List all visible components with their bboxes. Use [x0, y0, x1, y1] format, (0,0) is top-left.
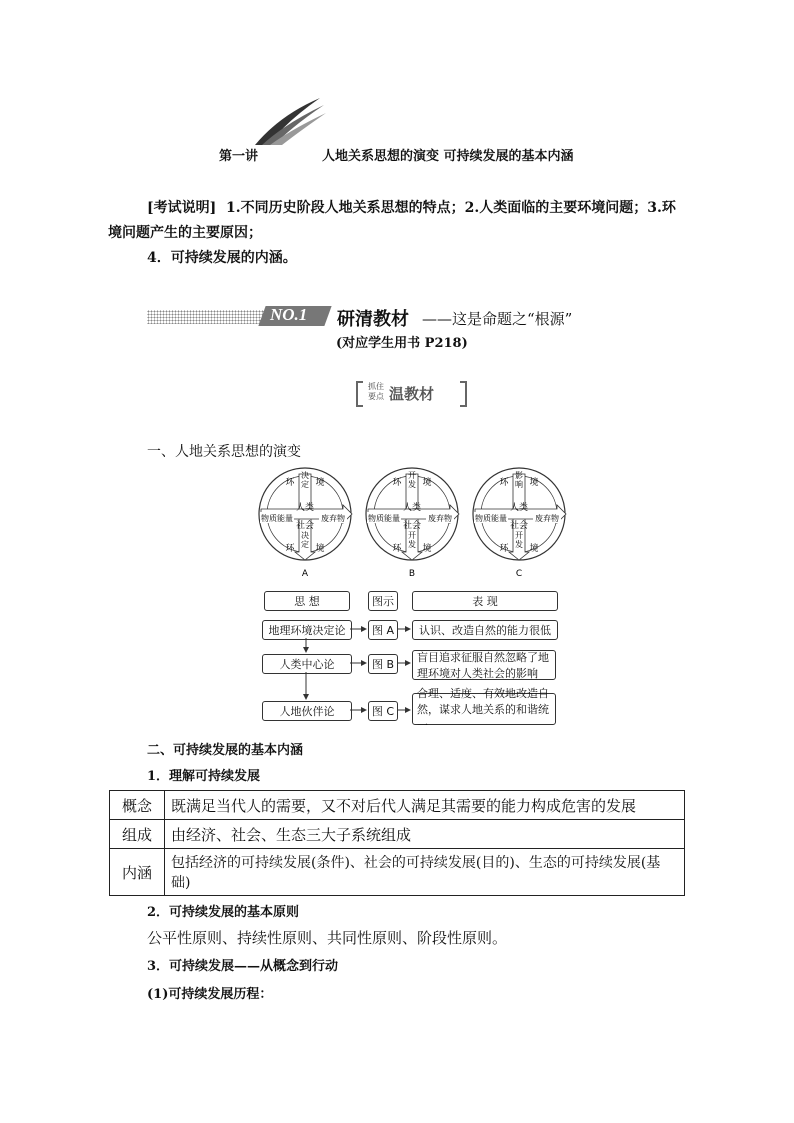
- diagram-right: 废弃物: [321, 514, 345, 523]
- table-key: 组成: [110, 820, 165, 849]
- flow-connectors: [252, 600, 422, 720]
- badge-small: 抓住 要点: [368, 382, 384, 401]
- flow-header-expression: 表 现: [412, 591, 558, 611]
- diagram-mid: 社会: [295, 521, 315, 531]
- concept-table: [109, 790, 685, 896]
- banner-reference: (对应学生用书 P218): [336, 336, 468, 351]
- diagram-B: [366, 468, 459, 579]
- table-value: 由经济、社会、生态三大子系统组成: [165, 820, 685, 849]
- flow-thought-3: 人地伙伴论: [262, 701, 352, 721]
- section1-heading: 一、人地关系思想的演变: [147, 444, 301, 460]
- section2-sub3: 3．可持续发展——从概念到行动: [147, 959, 339, 974]
- lecture-number: 第一讲: [219, 149, 259, 164]
- diagram-arrow-top: 开: [408, 471, 416, 480]
- diagram-left: 物质能量: [261, 514, 293, 523]
- diagram-label: B: [408, 569, 416, 579]
- diagram-label: C: [515, 569, 523, 579]
- section-badge: [356, 381, 436, 403]
- exam-note-line3: 4．可持续发展的内涵。: [147, 250, 297, 266]
- diagram-center: 人类: [509, 503, 529, 513]
- diagram-A: [259, 468, 352, 579]
- table-value: 既满足当代人的需要，又不对后代人满足其需要的能力构成危害的发展: [165, 791, 685, 820]
- flow-thought-2: 人类中心论: [262, 654, 352, 674]
- principles-text: 公平性原则、持续性原则、共同性原则、阶段性原则。: [147, 929, 508, 947]
- flow-fig-3: 图 C: [368, 701, 398, 721]
- flow-fig-2: 图 B: [368, 654, 398, 674]
- exam-note-line2: 境问题产生的主要原因；: [108, 225, 262, 241]
- flow-thought-1: 地理环境决定论: [262, 620, 352, 640]
- diagram-env-bottom-r: 境: [422, 544, 432, 554]
- diagram-env-bottom-r: 境: [529, 544, 539, 554]
- diagram-arrow-bottom: 定: [301, 540, 309, 549]
- diagram-arrow-top: 发: [408, 480, 416, 489]
- exam-note-line1: [147, 197, 687, 217]
- diagram-label: A: [301, 569, 309, 579]
- section2-sub1: 1．理解可持续发展: [147, 769, 261, 784]
- diagram-arrow-bottom: 发: [515, 540, 523, 549]
- diagram-left: 物质能量: [475, 514, 507, 523]
- table-key: 内涵: [110, 849, 165, 896]
- banner-no: NO.1: [270, 305, 308, 324]
- relationship-diagrams: [252, 462, 574, 582]
- diagram-env-bottom-l: 环: [392, 544, 402, 554]
- diagram-env-top-r: 境: [422, 478, 432, 488]
- diagram-left: 物质能量: [368, 514, 400, 523]
- diagram-env-top: 环: [285, 478, 295, 488]
- diagram-center: 人类: [295, 503, 315, 513]
- section2-sub3-1: (1)可持续发展历程：: [147, 987, 273, 1002]
- table-row: [110, 791, 685, 820]
- banner-title: 研清教材: [337, 309, 409, 330]
- diagram-env-top: 环: [392, 478, 402, 488]
- diagram-env-bottom-l: 环: [285, 544, 295, 554]
- diagram-right: 废弃物: [535, 514, 559, 523]
- diagram-C: [473, 468, 566, 579]
- flow-expr-3: 合理、适度、有效地改造自然，谋求人地关系的和谐统一: [412, 693, 556, 725]
- diagram-arrow-bottom: 决: [301, 531, 309, 540]
- diagram-mid: 社会: [402, 521, 422, 531]
- diagram-arrow-top: 决: [301, 471, 309, 480]
- diagram-arrow-bottom: 发: [408, 540, 416, 549]
- flow-header-figure: 图示: [368, 591, 398, 611]
- flow-header-thought: 思 想: [264, 591, 350, 611]
- diagram-mid: 社会: [509, 521, 529, 531]
- diagram-arrow-top: 影: [515, 471, 523, 480]
- diagram-env-top-r: 境: [315, 478, 325, 488]
- flow-fig-1: 图 A: [368, 620, 398, 640]
- table-row: [110, 820, 685, 849]
- banner-subtitle: ——这是命题之“根源”: [422, 310, 573, 328]
- flow-expr-1: 认识、改造自然的能力很低: [412, 620, 558, 640]
- header-swoosh-logo: [250, 95, 330, 150]
- badge-main: 温教材: [389, 385, 435, 403]
- diagram-env-bottom-r: 境: [315, 544, 325, 554]
- table-value: 包括经济的可持续发展(条件)、社会的可持续发展(目的)、生态的可持续发展(基础): [165, 849, 685, 896]
- exam-note-text1: 1.不同历史阶段人地关系思想的特点；2.人类面临的主要环境问题；3.环: [226, 200, 676, 216]
- diagram-arrow-bottom: 开: [408, 531, 416, 540]
- exam-note-tag: [考试说明]: [147, 200, 217, 216]
- diagram-env-bottom-l: 环: [499, 544, 509, 554]
- table-row: [110, 849, 685, 896]
- diagram-env-top: 环: [499, 478, 509, 488]
- diagram-center: 人类: [402, 503, 422, 513]
- diagram-env-top-r: 境: [529, 478, 539, 488]
- page-title: 人地关系思想的演变 可持续发展的基本内涵: [322, 149, 574, 164]
- section2-heading: 二、可持续发展的基本内涵: [147, 743, 304, 758]
- table-key: 概念: [110, 791, 165, 820]
- banner-dots: [147, 310, 265, 324]
- diagram-arrow-bottom: 开: [515, 531, 523, 540]
- flow-expr-2: 盲目追求征服自然忽略了地理环境对人类社会的影响: [412, 650, 556, 680]
- section2-sub2: 2．可持续发展的基本原则: [147, 905, 300, 920]
- diagram-arrow-top: 定: [301, 480, 309, 489]
- diagram-right: 废弃物: [428, 514, 452, 523]
- diagram-arrow-top: 响: [515, 480, 523, 489]
